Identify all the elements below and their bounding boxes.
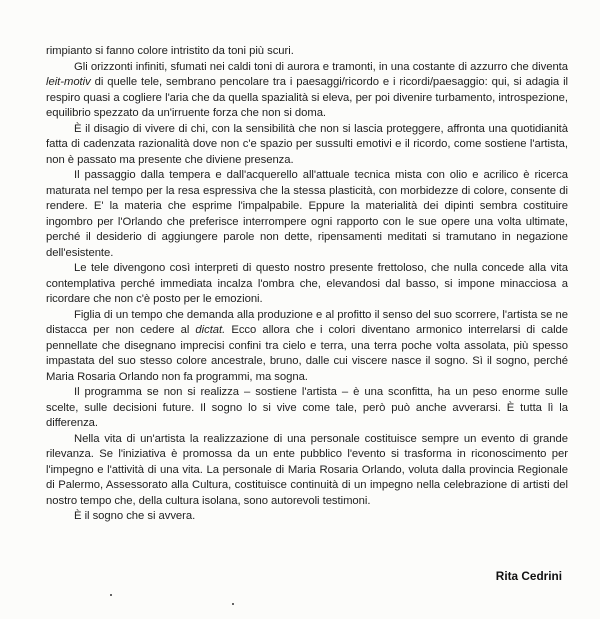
- text-run: Il passaggio dalla tempera e dall'acquerello all'attuale tecnica mista con olio e acrilico è ricerca maturata nel tempo per la resa espressiva che la stessa plasticità, con morbidezze di colore, consente di rendere. E' la materia che esprime l'impalpabile. Eppure la materialità dei dipinti sembra costituire ingombro per l'Orlando che preferisce interrompere ogni rapporto con le sue opere una volta ultimate, perché il desiderio di aggiungere parole non dette, ripensamenti meditati si tramutano in negazione dell'esistente.: [46, 169, 568, 259]
- text-run: Ecco allora che i colori diventano armonico interrelarsi di calde pennellate che disegnano imprecisi confini tra cielo e terra, una terra poche volta assolata, più spesso impastata del suo stesso colore ancestrale, bruno, dalle cui viscere nasce il sogno. Sì il sogno, perché Maria Rosaria Orlando non fa programmi, ma sogna.: [46, 324, 568, 383]
- scan-speck: [110, 594, 112, 596]
- text-run: Il programma se non si realizza – sostiene l'artista – è una sconfitta, ha un peso enorme sulle scelte, sulle decisioni future. Il sogno lo si vive come tale, però può anche avverarsi. È tutta lì la differenza.: [46, 386, 568, 429]
- text-run: di quelle tele, sembrano pencolare tra i paesaggi/ricordo e i ricordi/paesaggio: qui, si adagia il respiro quasi a cogliere l'aria che da quella spazialità si eleva, per poi divenire turbamento, introspezione, equilibrio spezzato da un'irruente forza che non si doma.: [46, 76, 568, 119]
- scan-speck: [232, 603, 234, 605]
- paragraph: [46, 122, 568, 169]
- text-run: È il sogno che si avvera.: [74, 510, 196, 522]
- text-run: Figlia di un tempo che demanda alla produzione e al profitto il senso del suo scorrere, l'artista se ne distacca per non cedere al: [46, 308, 568, 336]
- paragraph: [46, 44, 568, 60]
- text-run: Le tele divengono così interpreti di questo nostro presente frettoloso, che nulla concede alla vita contemplativa perché immediata incalza l'ombra che, elevandosi dal basso, si impone minacciosa a ricordare che non c'è posto per le emozioni.: [46, 262, 568, 305]
- paragraph: [46, 385, 568, 432]
- paragraph: [46, 432, 568, 510]
- paragraph: [46, 509, 568, 525]
- paragraph: [46, 261, 568, 308]
- text-run: Nella vita di un'artista la realizzazione di una personale costituisce sempre un evento di grande rilevanza. Se l'iniziativa è promossa da un ente pubblico l'evento si trasforma in riconoscimento per l'impegno e l'attività di una vita. La personale di Maria Rosaria Orlando, voluta dalla provincia Regionale di Palermo, Assessorato alla Cultura, costituisce continuità di un impegno nella celebrazione di artisti del nostro tempo che, della cultura isolana, sono autorevoli testimoni.: [46, 432, 568, 507]
- paragraph: [46, 168, 568, 261]
- text-run: rimpianto si fanno colore intristito da toni più scuri.: [46, 45, 294, 57]
- paragraph: [46, 60, 568, 122]
- author-signature: Rita Cedrini: [495, 569, 562, 583]
- paragraph: [46, 308, 568, 386]
- text-run: Gli orizzonti infiniti, sfumati nei caldi toni di aurora e tramonti, in una costante di azzurro che diventa: [74, 60, 568, 73]
- italic-term: dictat.: [195, 324, 226, 336]
- italic-term: leit-motiv: [46, 76, 91, 88]
- article-body: [46, 44, 568, 525]
- text-run: È il disagio di vivere di chi, con la sensibilità che non si lascia proteggere, affronta una quotidianità fatta di cadenzata razionalità dove non c'e spazio per sussulti emotivi e il ricordo, come sostiene l'artista, non è passato ma presente che diviene presenza.: [46, 122, 568, 166]
